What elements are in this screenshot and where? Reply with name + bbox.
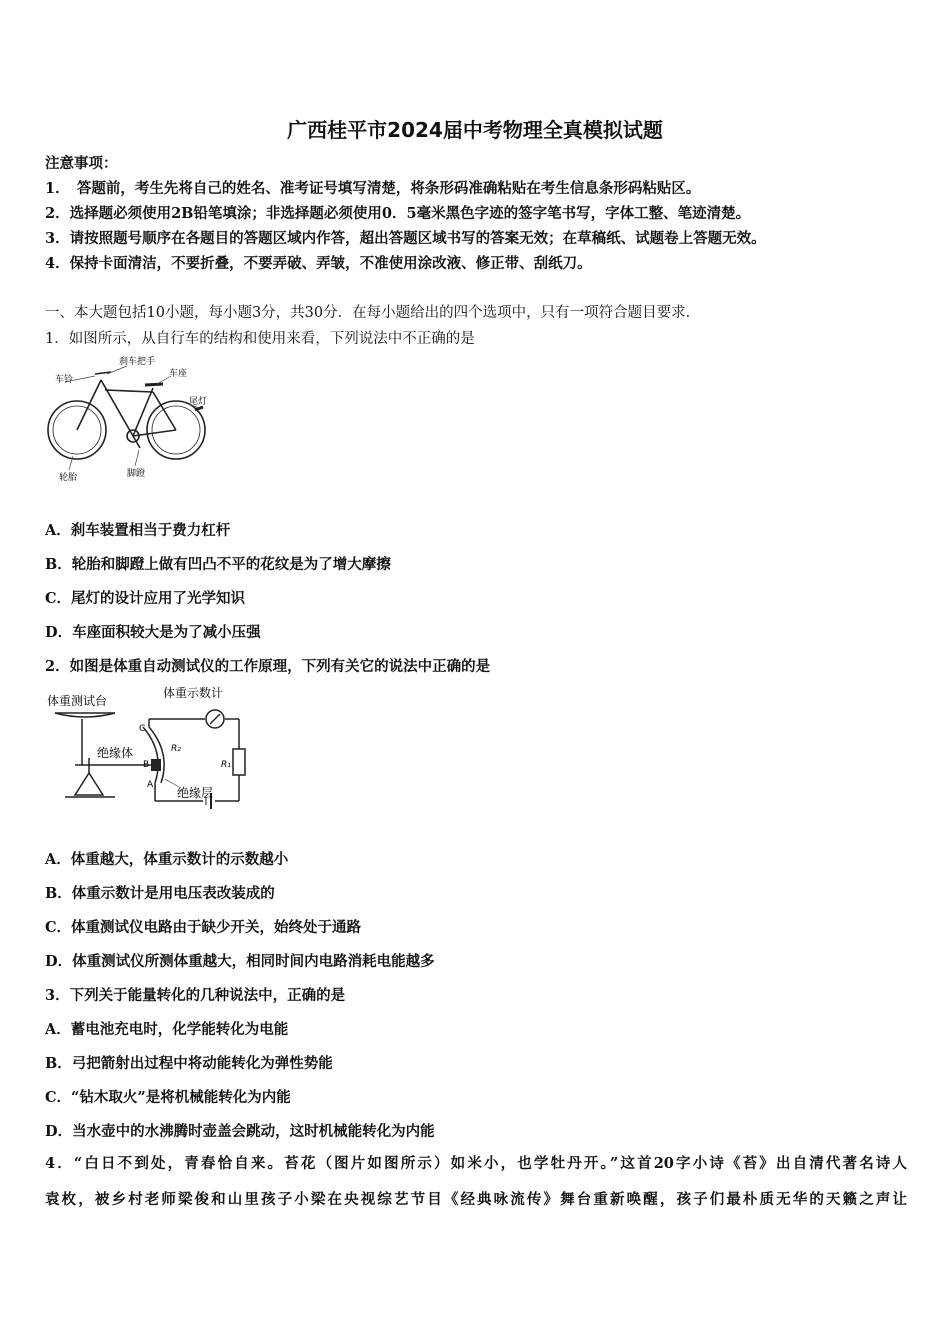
q2-option-a: A．体重越大，体重示数计的示数越小 [45,851,289,868]
label-tire: 轮胎 [59,473,78,483]
label-handlebar-bell: 车铃 [55,375,74,385]
page-title: 广西桂平市2024届中考物理全真模拟试题 [287,118,663,142]
notice-item: 4．保持卡面清洁，不要折叠，不要弄破、弄皱，不准使用涂改液、修正带、刮纸刀。 [45,255,592,272]
q2-option-b: B．体重示数计是用电压表改装成的 [45,885,275,902]
q3-option-a: A．蓄电池充电时，化学能转化为电能 [45,1021,289,1038]
notice-heading: 注意事项： [45,155,118,172]
label-c: C [139,724,146,734]
notice-item: 1． 答题前，考生先将自己的姓名、准考证号填写清楚，将条形码准确粘贴在考生信息条形码粘贴区。 [45,180,701,197]
label-platform: 体重测试台 [47,694,108,708]
question-4-line-1: 4．“白日不到处，青春恰自来。苔花（图片如图所示）如米小，也学牡丹开。”这首20字小诗《苔》出自清代著名诗人 [45,1155,907,1172]
label-pedal: 脚蹬 [127,469,146,479]
question-4-line-2: 袁枚，被乡村老师梁俊和山里孩子小梁在央视综艺节目《经典咏流传》舞台重新唤醒，孩子们最朴质无华的天籁之声让 [45,1191,907,1208]
label-r2: R₂ [171,744,181,754]
question-3-stem: 3．下列关于能量转化的几种说法中，正确的是 [45,987,346,1004]
label-insulator: 绝缘体 [97,746,134,760]
weight-tester-figure [45,683,250,813]
q3-option-c: C．“钻木取火”是将机械能转化为内能 [45,1089,291,1106]
q1-option-b: B．轮胎和脚蹬上做有凹凸不平的花纹是为了增大摩擦 [45,556,391,573]
label-brake: 刹车把手 [119,357,156,367]
section-heading: 一、本大题包括10小题，每小题3分，共30分．在每小题给出的四个选项中，只有一项符合题目要求． [45,305,701,321]
label-meter: 体重示数计 [163,686,224,700]
q2-option-c: C．体重测试仪电路由于缺少开关，始终处于通路 [45,919,362,936]
label-r1: R₁ [221,760,231,770]
bicycle-figure [45,352,220,487]
q1-option-c: C．尾灯的设计应用了光学知识 [45,590,246,607]
label-b: B [143,760,150,770]
label-taillight: 尾灯 [189,397,208,407]
question-2-stem: 2．如图是体重自动测试仪的工作原理，下列有关它的说法中正确的是 [45,658,491,675]
q1-option-a: A．刹车装置相当于费力杠杆 [45,522,231,539]
label-seat: 车座 [169,369,188,379]
notice-item: 3．请按照题号顺序在各题目的答题区域内作答，超出答题区域书写的答案无效；在草稿纸、试题卷上答题无效。 [45,230,766,247]
notice-item: 2．选择题必须使用2B铅笔填涂；非选择题必须使用0．5毫米黑色字迹的签字笔书写，字体工整、笔迹清楚。 [45,205,751,222]
label-insulating-layer: 绝缘层 [177,786,214,800]
q3-option-d: D．当水壶中的水沸腾时壶盖会跳动，这时机械能转化为内能 [45,1123,435,1140]
question-1-stem: 1．如图所示，从自行车的结构和使用来看，下列说法中不正确的是 [45,331,475,347]
q3-option-b: B．弓把箭射出过程中将动能转化为弹性势能 [45,1055,333,1072]
q1-option-d: D．车座面积较大是为了减小压强 [45,624,261,641]
q2-option-d: D．体重测试仪所测体重越大，相同时间内电路消耗电能越多 [45,953,435,970]
label-a: A [147,780,154,790]
